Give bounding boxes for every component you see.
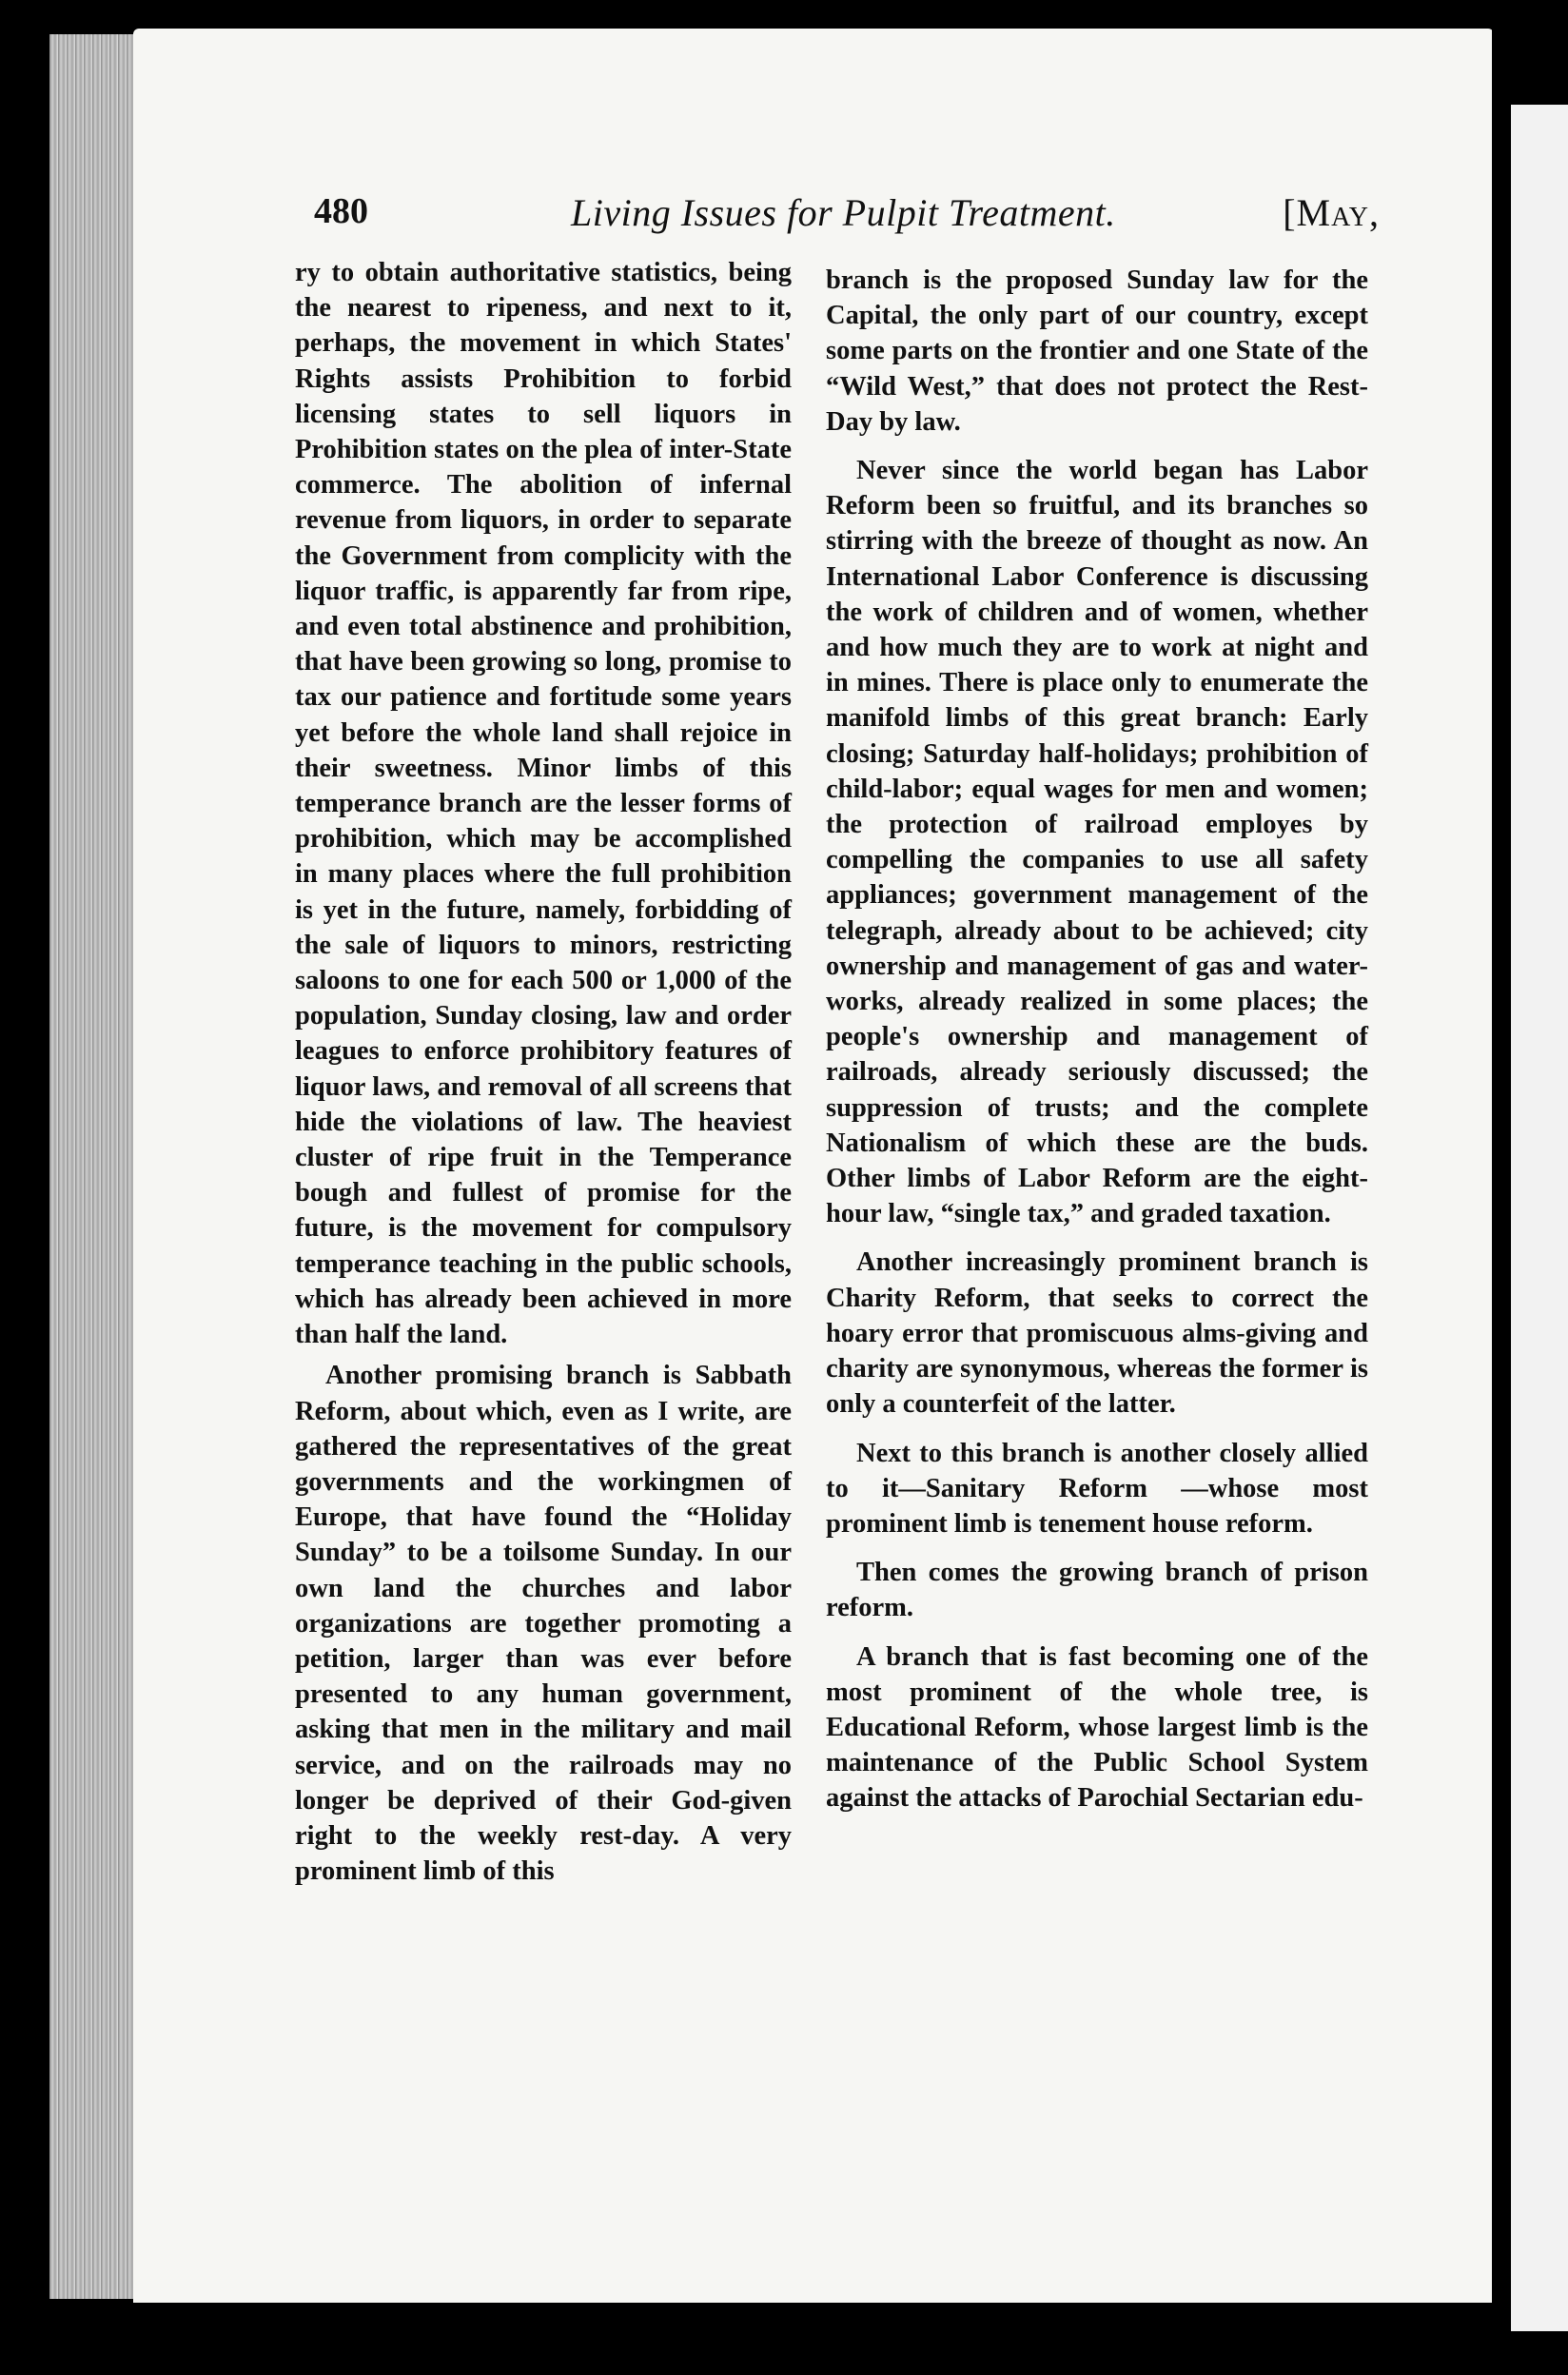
right-column: [826, 263, 1368, 1816]
right-paragraph-1: branch is the proposed Sunday law for the Capital, the only part of our country, except some parts on the frontier and one State of the “Wild West,” that does not protect the Rest-Day by law.: [826, 265, 1368, 437]
running-title: Living Issues for Pulpit Treatment.: [571, 191, 1116, 234]
left-column: [295, 255, 792, 1889]
right-paragraph-6: A branch that is fast becoming one of the most prominent of the whole tree, is Educational Reform, whose largest limb is the maintenance of the Public School System against the attacks of Parochial Sectarian edu-: [826, 1641, 1368, 1814]
facing-page-edge: [1511, 105, 1568, 2331]
running-header: [314, 190, 1380, 247]
right-paragraph-4: Next to this branch is another closely allied to it—Sanitary Reform —whose most prominent limb is tenement house reform.: [826, 1438, 1368, 1539]
right-paragraph-2: Never since the world began has Labor Reform been so fruitful, and its branches so stirring with the breeze of thought as now. An International Labor Conference is discussing the work of children and of women, whether and how much they are to work at night and in mines. There is place only to enumerate the manifold limbs of this great branch: Early closing; Saturday half-holidays; prohibition of child-labor; equal wages for men and women; the protection of railroad employes by compelling the companies to use all safety appliances; government management of the telegraph, already about to be achieved; city ownership and management of gas and water-works, already realized in some places; the people's ownership and management of railroads, already seriously discussed; the suppression of trusts; and the complete Nationalism of which these are the buds. Other limbs of Labor Reform are the eight-hour law, “single tax,” and graded taxation.: [826, 456, 1368, 1229]
right-paragraph-3: Another increasingly prominent branch is Charity Reform, that seeks to correct the hoary error that promiscuous alms-giving and charity are synonymous, whereas the former is only a counterfeit of the latter.: [826, 1247, 1368, 1420]
left-paragraph-2: Another promising branch is Sabbath Reform, about which, even as I write, are gathered the representatives of the great governments and the workingmen of Europe, that have found the “Holiday Sunday” to be a toilsome Sunday. In our own land the churches and labor organizations are together promoting a petition, larger than was ever before presented to any human government, asking that men in the military and mail service, and on the railroads may no longer be deprived of their God-given right to the weekly rest-day. A very prominent limb of this: [295, 1361, 792, 1887]
left-paragraph-1: ry to obtain authoritative statistics, being the nearest to ripeness, and next to it, perhaps, the movement in which States' Rights assists Prohibition to forbid licensing states to sell liquors in Prohibition states on the plea of inter-State commerce. The abolition of infernal revenue from liquors, in order to separate the Government from complicity with the liquor traffic, is apparently far from ripe, and even total abstinence and prohibition, that have been growing so long, promise to tax our patience and fortitude some years yet before the whole land shall rejoice in their sweetness. Minor limbs of this temperance branch are the lesser forms of prohibition, which may be accomplished in many places where the full prohibition is yet in the future, namely, forbidding of the sale of liquors to minors, restricting saloons to one for each 500 or 1,000 of the population, Sunday closing, law and order leagues to enforce prohibitory features of liquor laws, and removal of all screens that hide the violations of law. The heaviest cluster of ripe fruit in the Temperance bough and fullest of promise for the future, is the movement for compulsory temperance teaching in the public schools, which has already been achieved in more than half the land.: [295, 258, 792, 1350]
page-number: 480: [314, 191, 368, 231]
right-paragraph-5: Then comes the growing branch of prison reform.: [826, 1558, 1368, 1623]
header-month: [May,: [1283, 191, 1380, 234]
